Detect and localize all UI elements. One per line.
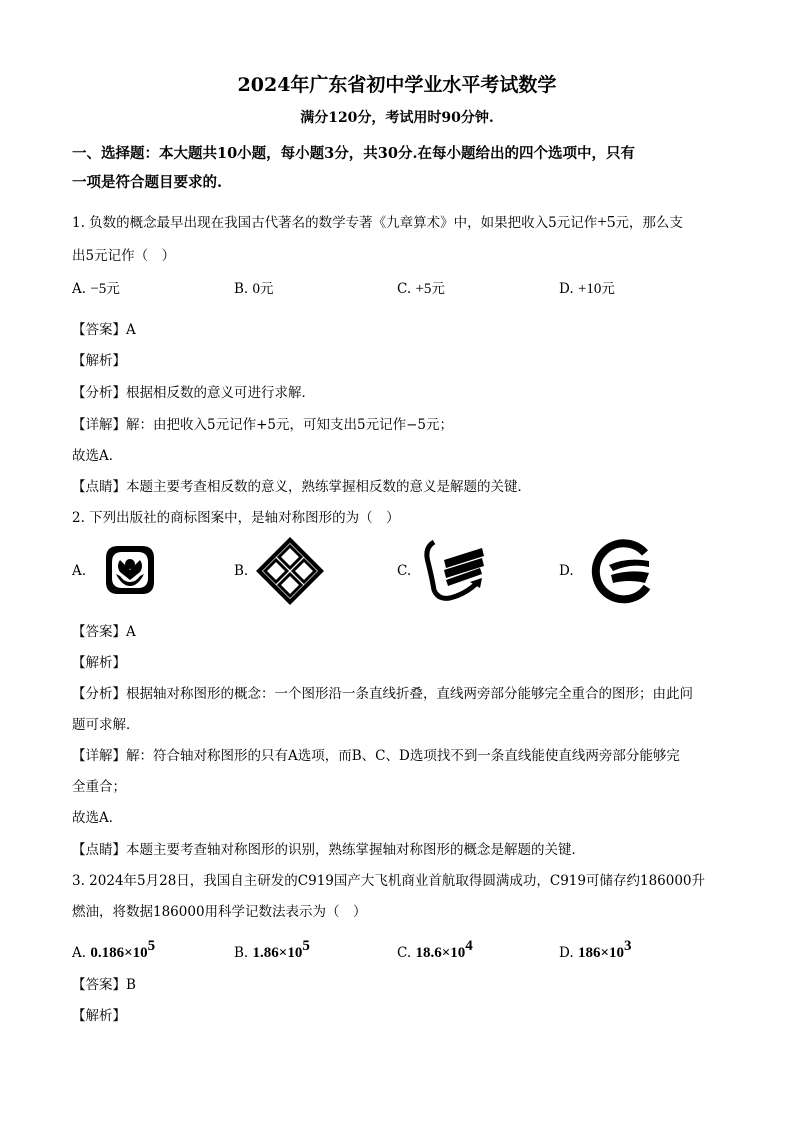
page-subtitle: 满分120分，考试用时90分钟. bbox=[300, 110, 494, 126]
option-unit: 元 bbox=[431, 281, 445, 297]
option-unit: 元 bbox=[601, 281, 615, 297]
q2-analysis-label: 【解析】 bbox=[72, 655, 126, 671]
q1-option-d[interactable] bbox=[559, 277, 615, 298]
q1-option-b[interactable] bbox=[234, 277, 274, 298]
option-letter: C. bbox=[397, 945, 412, 961]
q1-stem-text-a: 1. 负数的概念最早出现在我国古代著名的数学专著《九章算术》中，如果把收入5元记作 bbox=[72, 215, 598, 231]
q2-answer: 【答案】A bbox=[72, 624, 136, 640]
q1-dianjing: 【点睛】本题主要考查相反数的意义，熟练掌握相反数的意义是解题的关键． bbox=[72, 479, 531, 495]
option-value: +5 bbox=[415, 281, 432, 297]
q1-option-c[interactable] bbox=[397, 277, 445, 298]
q3-option-c[interactable] bbox=[397, 938, 473, 962]
q3-option-b[interactable] bbox=[234, 938, 310, 962]
publisher-logo-hands-icon[interactable] bbox=[100, 540, 160, 600]
option-exponent: 4 bbox=[465, 938, 473, 954]
q2-fenxi-line2: 题可求解． bbox=[72, 717, 140, 733]
option-exponent: 5 bbox=[302, 938, 310, 954]
option-base: 18.6×10 bbox=[415, 945, 466, 961]
q1-answer: 【答案】A bbox=[72, 322, 136, 338]
q1-fenxi: 【分析】根据相反数的意义可进行求解． bbox=[72, 385, 315, 401]
q2-dianjing: 【点睛】本题主要考查轴对称图形的识别，熟练掌握轴对称图形的概念是解题的关键． bbox=[72, 842, 585, 858]
q2-option-b-letter: B. bbox=[234, 563, 249, 579]
q3-option-a[interactable] bbox=[72, 938, 155, 962]
q2-option-c-letter: C. bbox=[397, 563, 412, 579]
option-base: 186×10 bbox=[577, 945, 624, 961]
option-letter: D. bbox=[559, 281, 574, 297]
q2-xiangjie-line1: 【详解】解：符合轴对称图形的只有A选项，而B、C、D选项找不到一条直线能使直线两旁部分能够完 bbox=[72, 748, 680, 764]
q1-stem-math: +5 bbox=[597, 212, 616, 231]
option-base: 1.86×10 bbox=[252, 945, 303, 961]
q2-stem: 2. 下列出版社的商标图案中，是轴对称图形的为（ ） bbox=[72, 510, 400, 526]
q3-stem-line2: 燃油，将数据186000用科学记数法表示为（ ） bbox=[72, 904, 367, 920]
section-heading-line2: 一项是符合题目要求的. bbox=[72, 174, 223, 191]
option-letter: B. bbox=[234, 945, 249, 961]
q2-option-a-letter: A. bbox=[72, 563, 87, 579]
page-title: 2024年广东省初中学业水平考试数学 bbox=[237, 74, 557, 96]
option-base: 0.186×10 bbox=[90, 945, 148, 961]
section-heading-line1: 一、选择题：本大题共10小题，每小题3分，共30分.在每小题给出的四个选项中，只有 bbox=[72, 145, 635, 162]
q1-stem-text-b: 元，那么支 bbox=[615, 215, 683, 231]
q3-analysis-label: 【解析】 bbox=[72, 1008, 126, 1024]
option-letter: A. bbox=[72, 945, 87, 961]
q2-conclusion: 故选A． bbox=[72, 810, 123, 826]
q1-xiangjie: 【详解】解：由把收入5元记作+5元，可知支出5元记作−5元； bbox=[72, 417, 453, 433]
q1-stem-line1 bbox=[72, 211, 683, 232]
publisher-logo-diamond-grid-icon[interactable] bbox=[254, 535, 326, 607]
option-unit: 元 bbox=[106, 281, 120, 297]
option-letter: C. bbox=[397, 281, 412, 297]
publisher-logo-g-circle-icon[interactable] bbox=[587, 537, 657, 605]
q2-xiangjie-line2: 全重合； bbox=[72, 779, 126, 795]
q2-option-d-letter: D. bbox=[559, 563, 574, 579]
option-value: −5 bbox=[90, 281, 107, 297]
option-value: +10 bbox=[577, 281, 602, 297]
q1-conclusion: 故选A． bbox=[72, 448, 123, 464]
option-exponent: 5 bbox=[147, 938, 156, 954]
q1-option-a[interactable] bbox=[72, 277, 120, 298]
q1-analysis-label: 【解析】 bbox=[72, 353, 126, 369]
option-letter: B. bbox=[234, 281, 249, 297]
option-exponent: 3 bbox=[624, 938, 632, 954]
publisher-logo-book-swirl-icon[interactable] bbox=[420, 538, 490, 604]
option-value: 0 bbox=[252, 281, 261, 297]
q2-fenxi-line1: 【分析】根据轴对称图形的概念：一个图形沿一条直线折叠，直线两旁部分能够完全重合的图形；由此问 bbox=[72, 686, 693, 702]
option-letter: A. bbox=[72, 281, 87, 297]
q3-answer: 【答案】B bbox=[72, 977, 136, 993]
q3-stem-line1: 3. 2024年5月28日，我国自主研发的C919国产大飞机商业首航取得圆满成功，C919可储存约186000升 bbox=[72, 873, 706, 889]
q3-option-d[interactable] bbox=[559, 938, 632, 962]
option-unit: 元 bbox=[260, 281, 274, 297]
option-letter: D. bbox=[559, 945, 574, 961]
q1-stem-line2: 出5元记作（ ） bbox=[72, 248, 176, 264]
